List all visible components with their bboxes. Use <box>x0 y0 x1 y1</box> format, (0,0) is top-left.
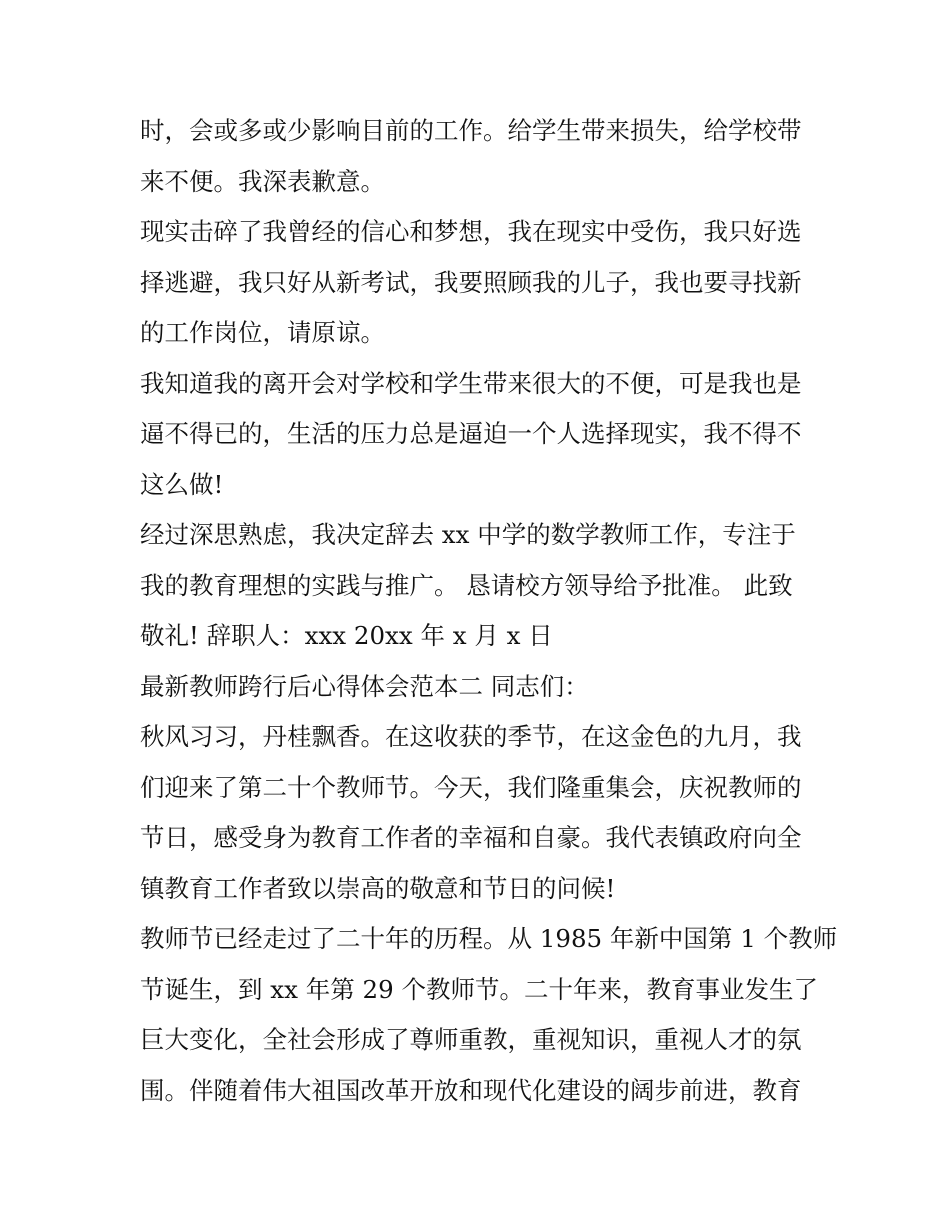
text-line: 来不便。我深表歉意。 <box>140 166 385 196</box>
text-line: 逼不得已的，生活的压力总是逼迫一个人选择现实，我不得不 <box>140 419 802 448</box>
text-line: 敬礼! 辞职人：xxx 20xx 年 x 月 x 日 <box>140 621 553 650</box>
text-line: 秋风习习，丹桂飘香。在这收获的季节，在这金色的九月，我 <box>140 722 802 751</box>
text-line: 时，会或多或少影响目前的工作。给学生带来损失，给学校带 <box>140 116 802 145</box>
text-line: 镇教育工作者致以崇高的敬意和节日的问候! <box>140 873 616 903</box>
text-line: 现实击碎了我曾经的信心和梦想，我在现实中受伤，我只好选 <box>140 217 802 246</box>
text-line: 围。伴随着伟大祖国改革开放和现代化建设的阔步前进，教育 <box>140 1075 802 1105</box>
text-line: 节诞生，到 xx 年第 29 个教师节。二十年来，教育事业发生了 <box>140 974 818 1004</box>
text-line: 的工作岗位，请原谅。 <box>140 318 385 347</box>
text-line: 我的教育理想的实践与推广。 恳请校方领导给予批准。 此致 <box>140 570 793 600</box>
document-body <box>140 106 838 1116</box>
text-line: 择逃避，我只好从新考试，我要照顾我的儿子，我也要寻找新 <box>140 267 802 297</box>
text-line: 节日，感受身为教育工作者的幸福和自豪。我代表镇政府向全 <box>140 823 802 852</box>
section-heading: 最新教师跨行后心得体会范本二 同志们： <box>140 671 589 701</box>
text-line: 我知道我的离开会对学校和学生带来很大的不便，可是我也是 <box>140 368 802 398</box>
text-line: 教师节已经走过了二十年的历程。从 1985 年新中国第 1 个教师 <box>140 924 838 953</box>
text-line: 巨大变化，全社会形成了尊师重教，重视知识，重视人才的氛 <box>140 1025 802 1054</box>
text-line: 们迎来了第二十个教师节。今天，我们隆重集会，庆祝教师的 <box>140 772 802 802</box>
text-line: 这么做! <box>140 469 224 499</box>
text-line: 经过深思熟虑，我决定辞去 xx 中学的数学教师工作，专注于 <box>140 520 796 549</box>
